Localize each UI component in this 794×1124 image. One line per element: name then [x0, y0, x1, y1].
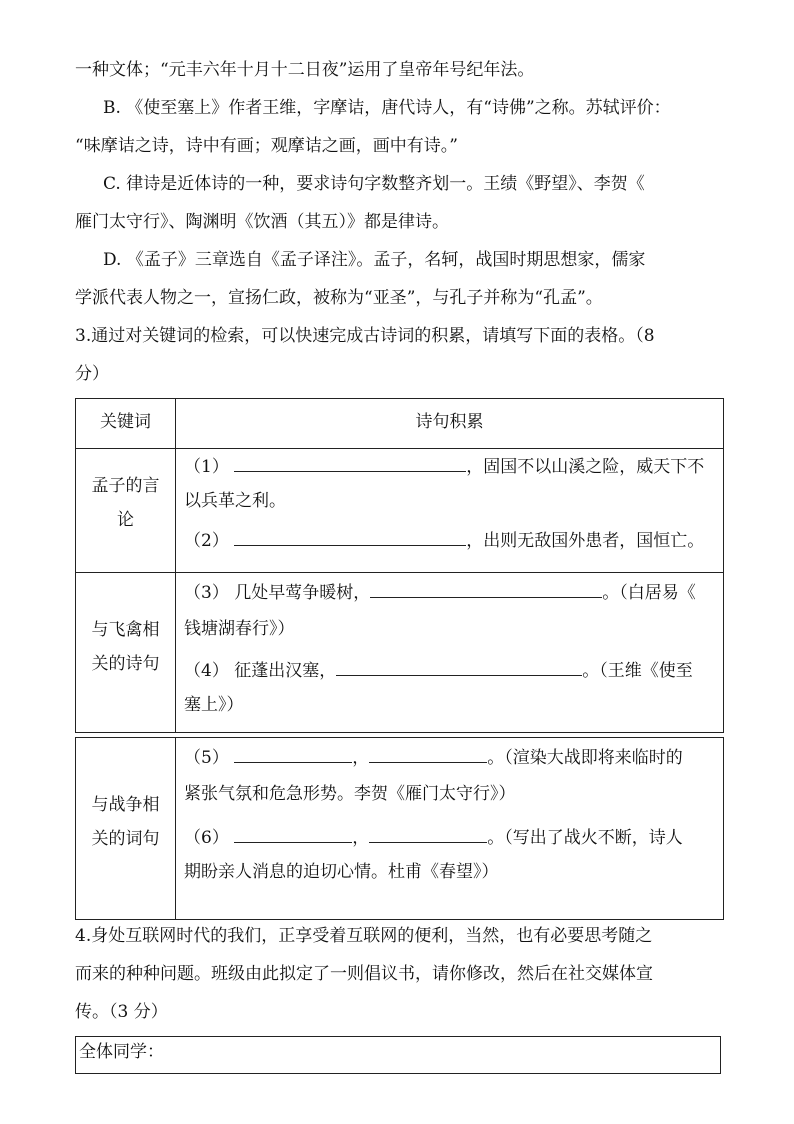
item-1-number: （1） — [184, 457, 229, 477]
row3-keyword-line2: 关的词句 — [91, 829, 160, 849]
option-b-line1: B. 《使至塞上》作者王维，字摩诘，唐代诗人，有“诗佛”之称。苏轼评价： — [103, 98, 671, 118]
question-4-line2: 而来的种种问题。班级由此拟定了一则倡议书，请你修改，然后在社交媒体宣 — [75, 964, 653, 984]
option-b-line2: “味摩诘之诗，诗中有画；观摩诘之画，画中有诗。” — [75, 136, 458, 156]
item-4-pre: 征蓬出汉塞， — [234, 661, 337, 681]
item-6 — [184, 824, 683, 850]
question-3-line2: 分） — [75, 364, 109, 384]
row2-keyword-line1: 与飞禽相 — [91, 620, 160, 640]
option-c-line1: C. 律诗是近体诗的一种，要求诗句字数整齐划一。王绩《野望》、李贺《 — [103, 174, 645, 194]
option-d-line2: 学派代表人物之一，宣扬仁政，被称为“亚圣”，与孔子并称为“孔孟”。 — [75, 288, 603, 308]
row1-keyword-cell — [76, 449, 176, 573]
option-a-continuation: 一种文体；“元丰六年十月十二日夜”运用了皇帝年号纪年法。 — [75, 60, 535, 80]
item-6-blank-a[interactable] — [234, 824, 352, 843]
item-3-text-cont: 钱塘湖春行》） — [184, 619, 295, 639]
item-4-post: 。（王维《使至 — [582, 661, 693, 681]
row1-keyword-line2: 论 — [117, 510, 134, 530]
item-3-number: （3） — [184, 583, 229, 603]
item-1 — [184, 453, 704, 479]
item-1-blank[interactable] — [234, 453, 466, 472]
row1-poem-cell — [176, 449, 724, 573]
row3-keyword-cell — [76, 738, 176, 920]
item-4-number: （4） — [184, 661, 229, 681]
poetry-table-top — [75, 398, 724, 733]
item-6-number: （6） — [184, 828, 229, 848]
item-2-number: （2） — [184, 531, 229, 551]
item-5-blank-b[interactable] — [369, 744, 487, 763]
option-c-line2: 雁门太守行》、陶渊明《饮酒（其五）》都是律诗。 — [75, 212, 449, 232]
item-1-text: ，固国不以山溪之险，威天下不 — [466, 457, 705, 477]
question-4-line3: 传。（3 分） — [75, 1002, 168, 1022]
item-5 — [184, 744, 683, 770]
item-6-post: 。（写出了战火不断，诗人 — [487, 828, 683, 848]
item-2-blank[interactable] — [234, 527, 466, 546]
row3-keyword-line1: 与战争相 — [91, 795, 160, 815]
item-3-pre: 几处早莺争暖树， — [234, 583, 371, 603]
item-6-comma: ， — [352, 828, 370, 848]
item-3-blank[interactable] — [370, 579, 602, 598]
row3-poem-cell — [176, 738, 724, 920]
row2-keyword-line2: 关的诗句 — [91, 654, 160, 674]
item-4 — [184, 657, 693, 683]
poetry-table-bottom — [75, 737, 724, 920]
item-4-blank[interactable] — [336, 657, 582, 676]
item-1-text-cont: 以兵革之利。 — [184, 491, 286, 511]
item-5-post: 。（渲染大战即将来临时的 — [487, 748, 683, 768]
item-5-blank-a[interactable] — [234, 744, 352, 763]
header-keyword-cell — [76, 399, 176, 449]
item-6-blank-b[interactable] — [369, 824, 487, 843]
header-poem: 诗句积累 — [415, 412, 484, 432]
proposal-salutation: 全体同学： — [79, 1042, 164, 1062]
item-4-text-cont: 塞上》） — [184, 695, 244, 715]
row2-keyword-cell — [76, 573, 176, 733]
row2-poem-cell — [176, 573, 724, 733]
item-6-text-cont: 期盼亲人消息的迫切心情。杜甫《春望》） — [184, 862, 499, 882]
proposal-box — [75, 1036, 721, 1074]
question-4-line1: 4.身处互联网时代的我们，正享受着互联网的便利，当然，也有必要思考随之 — [75, 926, 653, 946]
item-2-text: ，出则无敌国外患者，国恒亡。 — [466, 531, 705, 551]
option-d-line1: D. 《孟子》三章选自《孟子译注》。孟子，名轲，战国时期思想家，儒家 — [103, 250, 646, 270]
header-poem-cell — [176, 399, 724, 449]
header-keyword: 关键词 — [100, 412, 151, 432]
item-5-number: （5） — [184, 748, 229, 768]
item-3-post: 。（白居易《 — [602, 583, 696, 603]
question-3-line1: 3.通过对关键词的检索，可以快速完成古诗词的积累，请填写下面的表格。（8 — [75, 326, 655, 346]
item-3 — [184, 579, 696, 605]
row1-keyword-line1: 孟子的言 — [91, 476, 160, 496]
item-5-text-cont: 紧张气氛和危急形势。李贺《雁门太守行》） — [184, 784, 516, 804]
item-2 — [184, 527, 704, 553]
item-5-comma: ， — [352, 748, 370, 768]
